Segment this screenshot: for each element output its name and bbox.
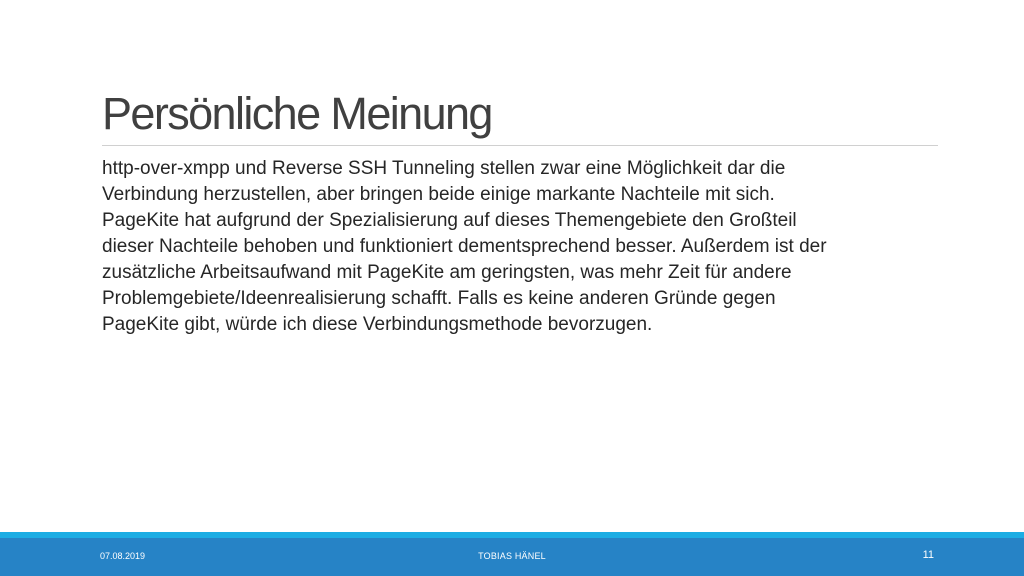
body-line: PageKite gibt, würde ich diese Verbindungsmethode bevorzugen.	[102, 314, 653, 335]
body-line: dieser Nachteile behoben und funktioniert dementsprechend besser. Außerdem ist der	[102, 236, 827, 257]
body-line: PageKite hat aufgrund der Spezialisierung auf dieses Themengebiete den Großteil	[102, 210, 797, 231]
body-line: Verbindung herzustellen, aber bringen beide einige markante Nachteile mit sich.	[102, 184, 775, 205]
footer-date: 07.08.2019	[100, 551, 146, 561]
body-line: http-over-xmpp und Reverse SSH Tunneling stellen zwar eine Möglichkeit dar die	[102, 158, 786, 179]
slide-body	[102, 156, 982, 338]
footer-page-number: 11	[922, 549, 934, 561]
title-divider	[102, 145, 938, 146]
body-line: zusätzliche Arbeitsaufwand mit PageKite am geringsten, was mehr Zeit für andere	[102, 262, 792, 283]
body-line: Problemgebiete/Ideenrealisierung schafft. Falls es keine anderen Gründe gegen	[102, 288, 776, 309]
footer-author: TOBIAS HÄNEL	[478, 551, 546, 561]
slide-title: Persönliche Meinung	[102, 88, 492, 139]
